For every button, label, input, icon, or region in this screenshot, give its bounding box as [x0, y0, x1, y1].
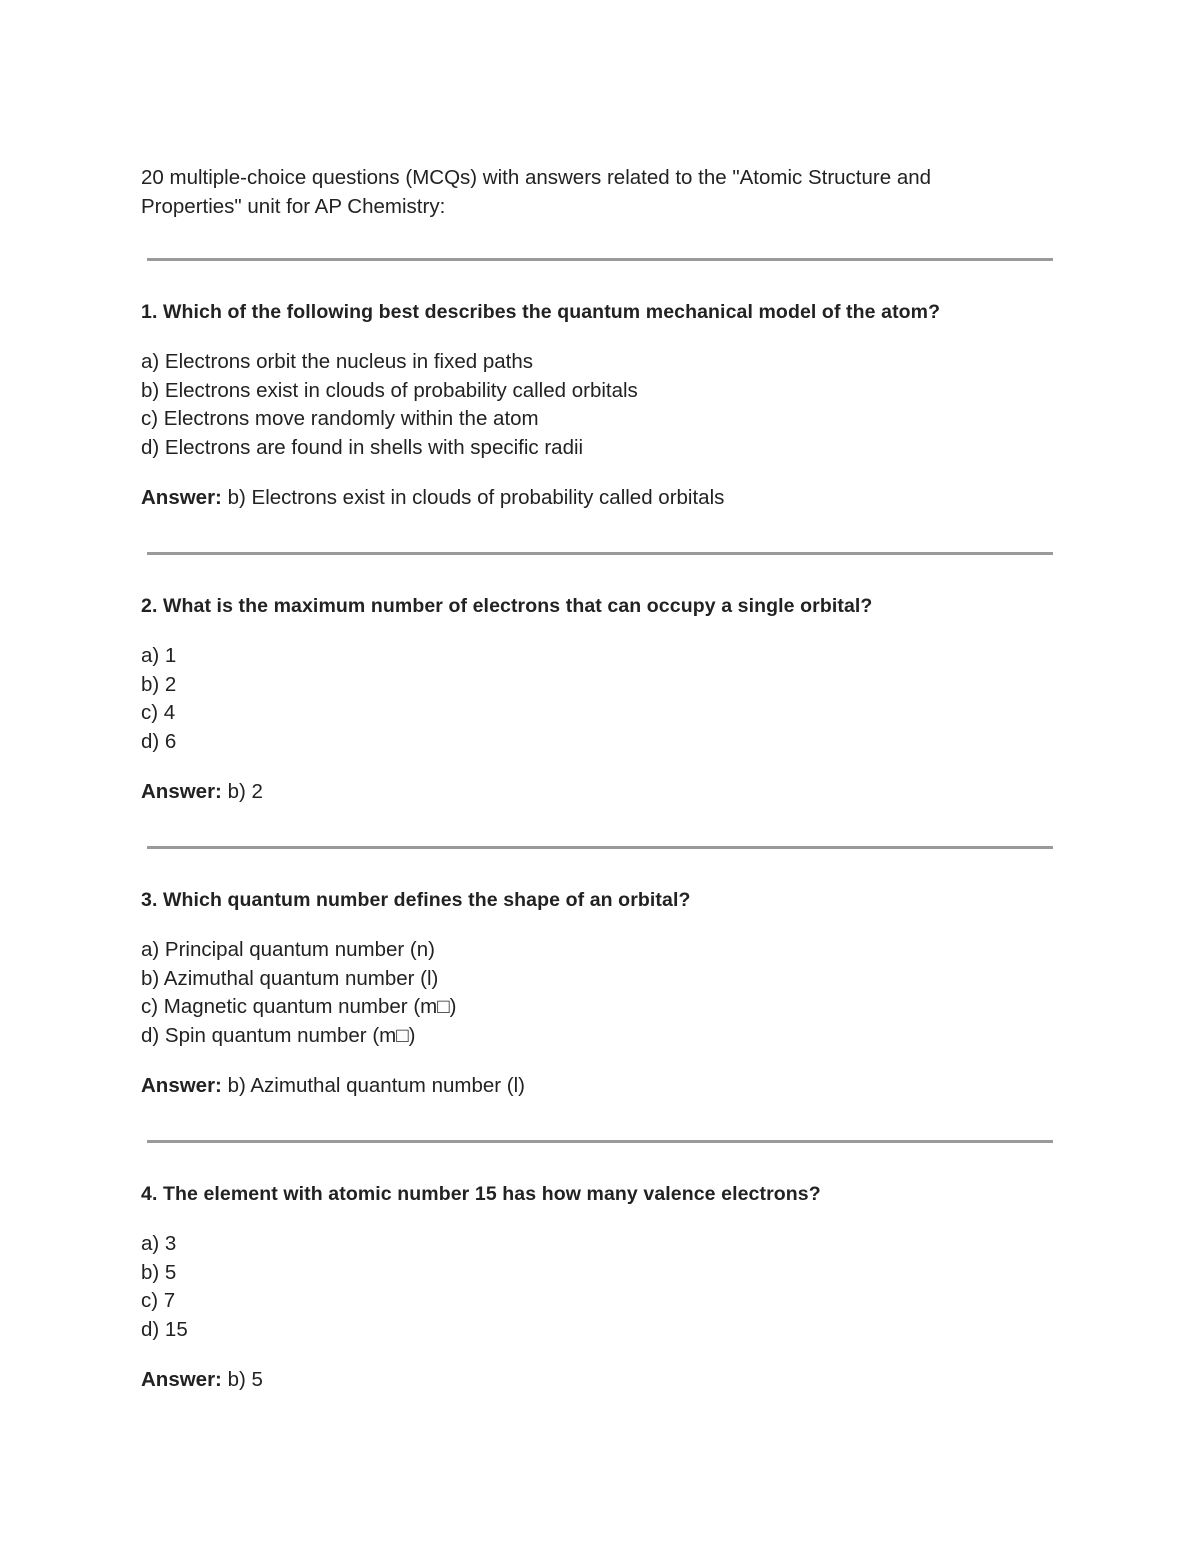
answer-text: b) 5 — [227, 1368, 263, 1391]
answer-text: b) Electrons exist in clouds of probability called orbitals — [227, 486, 725, 509]
question-title: 2. What is the maximum number of electrons that can occupy a single orbital? — [141, 595, 873, 617]
question-title: 1. Which of the following best describes the quantum mechanical model of the atom? — [141, 301, 941, 323]
answer-line — [141, 1366, 1061, 1394]
question-title: 3. Which quantum number defines the shape of an orbital? — [141, 889, 691, 911]
answer-label: Answer: — [141, 780, 222, 803]
option-c: c) Electrons move randomly within the atom — [141, 407, 539, 430]
option-a: a) 1 — [141, 644, 177, 667]
option-b: b) Electrons exist in clouds of probability called orbitals — [141, 378, 638, 402]
question-title: 4. The element with atomic number 15 has how many valence electrons? — [141, 1183, 821, 1205]
option-d: d) Spin quantum number (m□) — [141, 1023, 416, 1047]
answer-line — [141, 484, 1061, 512]
option-b: b) 2 — [141, 672, 177, 696]
answer-label: Answer: — [141, 1074, 222, 1097]
option-d: d) 6 — [141, 729, 177, 753]
question-4 — [141, 1143, 1061, 1434]
option-list — [141, 1230, 1061, 1344]
option-d: d) 15 — [141, 1317, 188, 1341]
answer-line — [141, 778, 1061, 806]
option-a: a) Principal quantum number (n) — [141, 938, 435, 961]
answer-text: b) Azimuthal quantum number (l) — [227, 1074, 525, 1097]
option-d: d) Electrons are found in shells with specific radii — [141, 435, 584, 459]
question-1 — [141, 261, 1061, 552]
answer-text: b) 2 — [227, 780, 263, 803]
option-b: b) 5 — [141, 1260, 177, 1284]
option-a: a) 3 — [141, 1232, 177, 1255]
document-page — [141, 163, 1061, 1434]
question-2 — [141, 555, 1061, 846]
option-list — [141, 936, 1061, 1050]
intro-text: 20 multiple-choice questions (MCQs) with answers related to the "Atomic Structure and Properties" unit for AP Chemistry: — [141, 166, 932, 218]
option-list — [141, 348, 1061, 462]
option-a: a) Electrons orbit the nucleus in fixed paths — [141, 350, 533, 373]
answer-label: Answer: — [141, 486, 222, 509]
option-list — [141, 642, 1061, 756]
option-c: c) 7 — [141, 1289, 176, 1312]
option-b: b) Azimuthal quantum number (l) — [141, 966, 439, 990]
answer-line — [141, 1072, 1061, 1100]
option-c: c) 4 — [141, 701, 176, 724]
option-c: c) Magnetic quantum number (m□) — [141, 995, 457, 1018]
question-3 — [141, 849, 1061, 1140]
answer-label: Answer: — [141, 1368, 222, 1391]
